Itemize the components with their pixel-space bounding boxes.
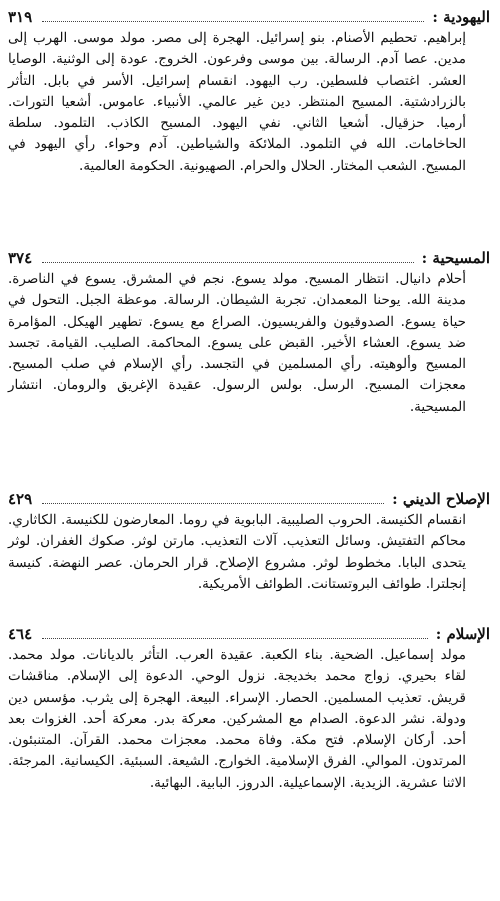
page-number: ٣١٩ bbox=[8, 8, 33, 26]
section-topics: أحلام دانيال. انتظار المسيح. مولد يسوع. نجم في المشرق. يسوع في الناصرة. مدينة الله. يوحنا المعمدان. تجربة الشيطان. الرسالة. موعظة الجبل. التحول في حياة يسوع. الصدوقيون والفريسيون. الصراع مع يسوع. تطهير الهيكل. المؤامرة ضد يسوع. العشاء الأخير. القبض على يسوع. المحاكمة. الصليب. القيامة. تجسد المسيح وألوهيته. رأي المسلمين في التجسد. رأي الإسلام في صلب المسيح. معجزات المسيح. الرسل. بولس الرسول. عقيدة الإغريق والرومان. انتشار المسيحية. bbox=[8, 271, 466, 415]
dot-leader bbox=[42, 638, 428, 639]
section-topics: إبراهيم. تحطيم الأصنام. بنو إسرائيل. الهجرة إلى مصر. مولد موسى. الهرب إلى مدين. عصا آدم. الرسالة. بين موسى وفرعون. الخروج. عودة إلى الوثنية. الوصايا العشر. اغتصاب فلسطين. رب اليهود. انقسام إسرائيل. الأسر في بابل. التأثر بالزرادشتية. المسيح المنتظر. دين غير عالمي. الأنبياء. عاموس. أشعيا التورات. أرميا. حزقيال. أشعيا الثاني. نفي اليهود. المسيح الكاذب. التلمود. سلطة الحاخامات. الله في التلمود. الملائكة والشياطين. آدم وحواء. رأي اليهود في المسيح. الشعب المختار. الحلال والحرام. الصهيونية. الحكومة العالمية. bbox=[8, 30, 466, 174]
section-heading bbox=[8, 488, 490, 510]
section-topics: مولد إسماعيل. الضحية. بناء الكعبة. عقيدة العرب. التأثر بالديانات. مولد محمد. لقاء بحيري. زواج محمد بخديجة. نزول الوحي. الدعوة إلى الإسلام. مناقشات قريش. تعذيب المسلمين. الحصار. الإسراء. البيعة. الهجرة إلى يثرب. مؤسس دين ودولة. نشر الدعوة. الصدام مع المشركين. معركة بدر. معركة أحد. الغزوات بعد أحد. أركان الإسلام. فتح مكة. وفاة محمد. معجزات محمد. القرآن. المتنبئون. المرتدون. الموالي. الفرق الإسلامية. الخوارج. الشيعة. السبئية. الكيسانية. المرجئة. الاثنا عشرية. الزيدية. الإسماعيلية. الدروز. البابية. البهائية. bbox=[8, 647, 466, 791]
dot-leader bbox=[42, 503, 384, 504]
section-title: الإسلام : bbox=[435, 625, 490, 643]
dot-leader bbox=[42, 21, 424, 22]
section-heading bbox=[8, 247, 490, 269]
section-title: المسيحية : bbox=[421, 249, 490, 267]
section-heading bbox=[8, 6, 490, 28]
section-title: اليهودية : bbox=[432, 8, 490, 26]
toc-section-reformation bbox=[8, 488, 490, 617]
section-topics: انقسام الكنيسة. الحروب الصليبية. البابوية في روما. المعارضون للكنيسة. الكاثاري. محاكم التفتيش. وسائل التعذيب. آلات التعذيب. مارتن لوثر. صكوك الغفران. لوثر يتحدى البابا. مخطوط لوثر. مشروع الإصلاح. قرار الحرمان. عصر النهضة. كنيسة إنجلترا. طوائف البروتستانت. الطوائف الأمريكية. bbox=[8, 512, 466, 592]
page-number: ٣٧٤ bbox=[8, 249, 33, 267]
section-title: الإصلاح الديني : bbox=[392, 490, 490, 508]
toc-section-christianity bbox=[8, 247, 490, 482]
page-number: ٤٦٤ bbox=[8, 625, 33, 643]
page-number: ٤٢٩ bbox=[8, 490, 33, 508]
toc-section-islam bbox=[8, 623, 490, 901]
dot-leader bbox=[42, 262, 414, 263]
toc-section-judaism bbox=[8, 6, 490, 241]
section-heading bbox=[8, 623, 490, 645]
